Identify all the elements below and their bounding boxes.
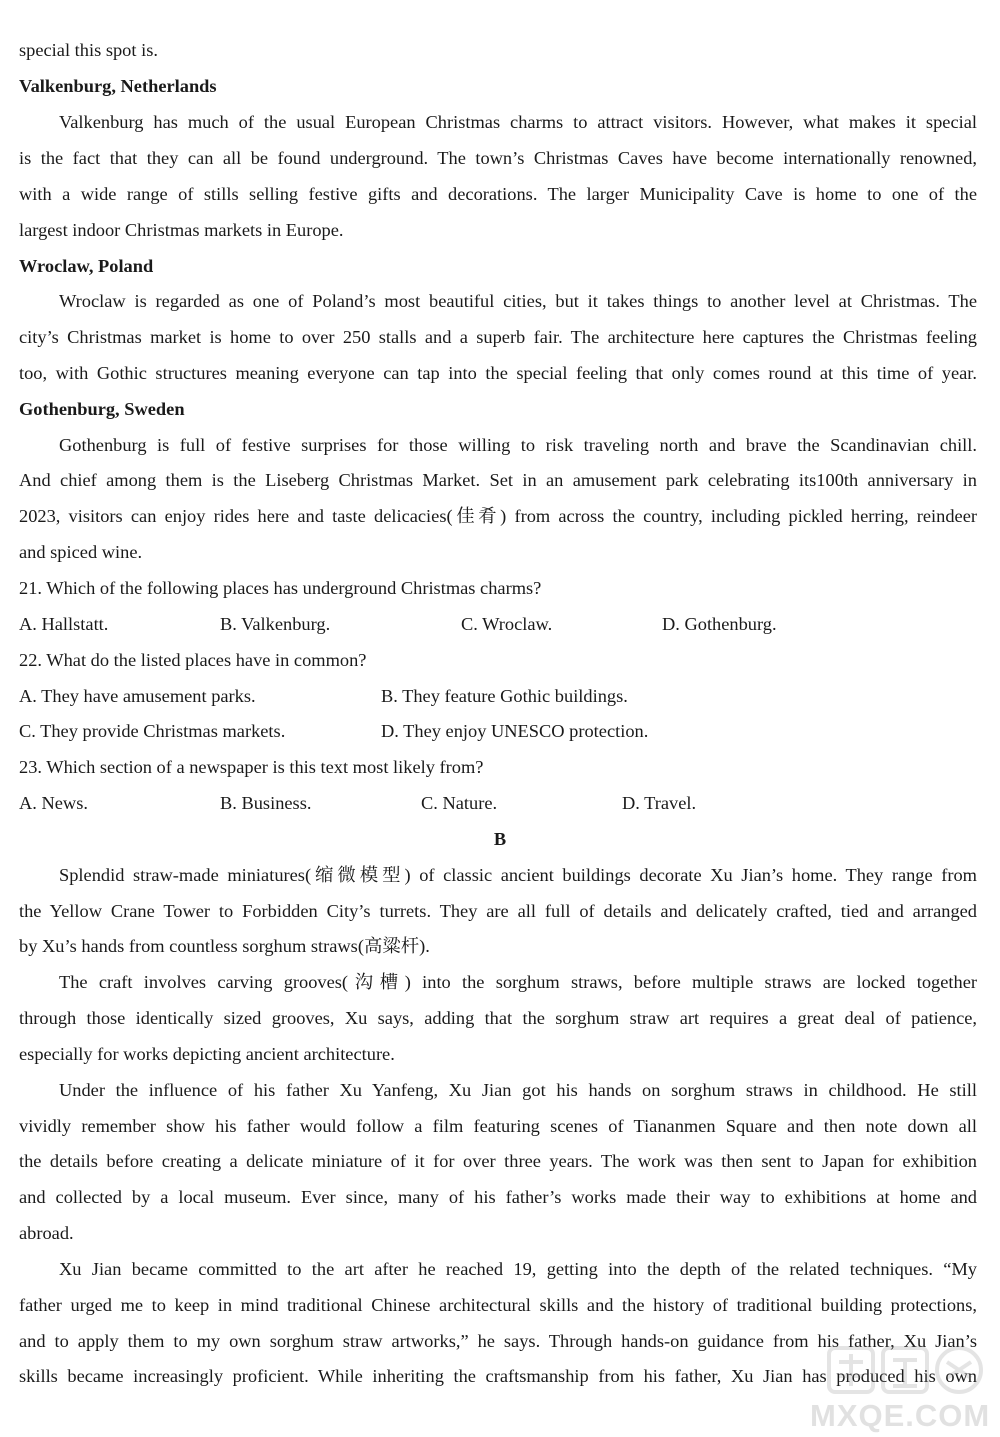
section-heading-gothenburg: Gothenburg, Sweden (19, 399, 185, 419)
q23-option-b: B. Business. (220, 793, 312, 813)
text-line: by Xu’s hands from countless sorghum straws(高粱杆). (19, 936, 430, 956)
section-heading-valkenburg: Valkenburg, Netherlands (19, 76, 217, 96)
q23-option-d: D. Travel. (622, 793, 697, 813)
text-line: and collected by a local museum. Ever since, many of his father’s works made their way to exhibitions at home and (19, 1187, 977, 1207)
text-line: Gothenburg is full of festive surprises for those willing to risk traveling north and brave the Scandinavian chill. (59, 435, 977, 455)
text-line: father urged me to keep in mind traditional Chinese architectural skills and the history of traditional building protections, (19, 1295, 977, 1315)
text-line: Xu Jian became committed to the art after he reached 19, getting into the depth of the related techniques. “My (59, 1259, 977, 1279)
q22-option-b: B. They feature Gothic buildings. (381, 686, 628, 706)
text-line: Splendid straw-made miniatures(缩微模型) of classic ancient buildings decorate Xu Jian’s home. They range from (59, 865, 977, 885)
text-line: largest indoor Christmas markets in Europe. (19, 220, 344, 240)
text-line: special this spot is. (19, 40, 158, 60)
text-line: the details before creating a delicate miniature of it for over three years. The work was then sent to Japan for exhibition (19, 1151, 977, 1171)
watermark-url: MXQE.COM (810, 1398, 991, 1433)
text-line: is the fact that they can all be found underground. The town’s Christmas Caves have become internationally renowned, (19, 148, 977, 168)
text-line: and to apply them to my own sorghum straw artworks,” he says. Through hands-on guidance from his father, Xu Jian’s (19, 1331, 977, 1351)
question-22: 22. What do the listed places have in common? (19, 650, 367, 670)
text-line: with a wide range of stills selling festive gifts and decorations. The larger Municipality Cave is home to one of the (19, 184, 977, 204)
text-line: Valkenburg has much of the usual European Christmas charms to attract visitors. However, what makes it special (59, 112, 977, 132)
q22-option-a: A. They have amusement parks. (19, 686, 256, 706)
text-line: Wroclaw is regarded as one of Poland’s most beautiful cities, but it takes things to another level at Christmas. The (59, 291, 977, 311)
text-line: vividly remember show his father would follow a film featuring scenes of Tiananmen Square and then note down all (19, 1116, 977, 1136)
watermark-logo-icon (825, 1342, 985, 1398)
text-line: especially for works depicting ancient architecture. (19, 1044, 395, 1064)
q21-option-d: D. Gothenburg. (662, 614, 777, 634)
question-23: 23. Which section of a newspaper is this text most likely from? (19, 757, 484, 777)
q22-option-d: D. They enjoy UNESCO protection. (381, 721, 649, 741)
q22-option-c: C. They provide Christmas markets. (19, 721, 286, 741)
q21-option-c: C. Wroclaw. (461, 614, 553, 634)
text-line: too, with Gothic structures meaning everyone can tap into the special feeling that only comes round at this time of year. (19, 363, 977, 383)
q23-option-c: C. Nature. (421, 793, 498, 813)
section-heading-b: B (493, 829, 507, 849)
watermark (795, 1342, 995, 1434)
text-line: And chief among them is the Liseberg Christmas Market. Set in an amusement park celebrating its100th anniversary in (19, 470, 977, 490)
question-21: 21. Which of the following places has underground Christmas charms? (19, 578, 542, 598)
text-line: abroad. (19, 1223, 74, 1243)
text-line: through those identically sized grooves, Xu says, adding that the sorghum straw art requires a great deal of patience, (19, 1008, 977, 1028)
q21-option-a: A. Hallstatt. (19, 614, 109, 634)
text-line: skills became increasingly proficient. While inheriting the craftsmanship from his father, Xu Jian has produced his own (19, 1366, 977, 1386)
text-line: the Yellow Crane Tower to Forbidden City’s turrets. They are all full of details and delicately crafted, tied and arranged (19, 901, 977, 921)
text-line: 2023, visitors can enjoy rides here and taste delicacies(佳肴) from across the country, including pickled herring, reindeer (19, 506, 977, 526)
text-line: Under the influence of his father Xu Yanfeng, Xu Jian got his hands on sorghum straws in childhood. He still (59, 1080, 977, 1100)
section-heading-wroclaw: Wroclaw, Poland (19, 256, 154, 276)
q21-option-b: B. Valkenburg. (220, 614, 331, 634)
q23-option-a: A. News. (19, 793, 88, 813)
text-line: and spiced wine. (19, 542, 143, 562)
text-line: The craft involves carving grooves(沟槽) into the sorghum straws, before multiple straws are locked together (59, 972, 977, 992)
text-line: city’s Christmas market is home to over 250 stalls and a superb fair. The architecture here captures the Christmas feeling (19, 327, 977, 347)
